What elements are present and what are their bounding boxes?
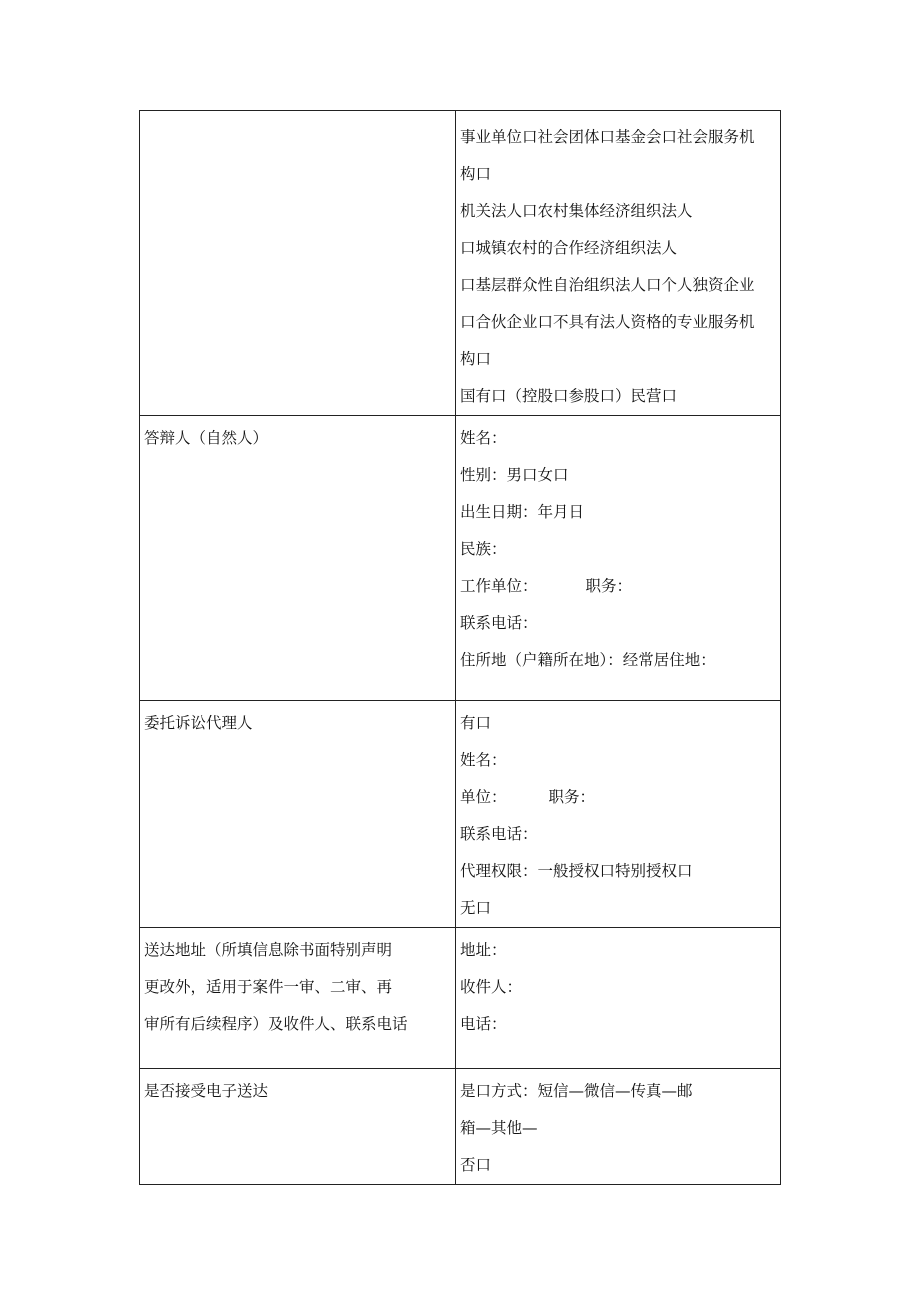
respondent-ethnicity-field[interactable]: 民族： [460,540,507,558]
respondent-phone-field[interactable]: 联系电话： [460,614,538,632]
respondent-residence-field[interactable]: 住所地（户籍所在地）：经常居住地： [460,651,716,669]
service-phone-field[interactable]: 电话： [460,1015,507,1033]
respondent-work-line [460,568,780,605]
respondent-details [456,416,781,701]
entity-option-line: 国有口（控股口参股口）民营口 [460,387,678,405]
respondent-work-unit-field[interactable]: 工作单位： [460,577,538,595]
agent-has-checkbox[interactable]: 有口 [460,714,492,732]
respondent-row [140,416,781,701]
electronic-service-label: 是否接受电子送达 [140,1069,456,1185]
agent-unit-field[interactable]: 单位： [460,788,507,806]
agent-name-field[interactable]: 姓名： [460,751,507,769]
respondent-name-field[interactable]: 姓名： [460,429,507,447]
electronic-service-row [140,1069,781,1185]
entity-option-line: 口合伙企业口不具有法人资格的专业服务机 [460,313,755,331]
service-address-label-line: 更改外，适用于案件一审、二审、再 [144,978,393,996]
electronic-yes-option[interactable]: 是口方式：短信—微信—传真—邮 [460,1082,693,1100]
respondent-gender-field[interactable]: 性别：男口女口 [460,466,569,484]
agent-phone-field[interactable]: 联系电话： [460,825,538,843]
respondent-birth-field[interactable]: 出生日期：年月日 [460,503,585,521]
service-address-field[interactable]: 地址： [460,941,507,959]
agent-none-checkbox[interactable]: 无口 [460,899,492,917]
electronic-service-options [456,1069,781,1185]
agent-details [456,701,781,928]
entity-option-line: 口基层群众性自治组织法人口个人独资企业 [460,276,755,294]
service-address-label-line: 送达地址（所填信息除书面特别声明 [144,941,393,959]
entity-option-line: 事业单位口社会团体口基金会口社会服务机 [460,128,755,146]
service-recipient-field[interactable]: 收件人： [460,978,523,996]
electronic-no-option[interactable]: 否口 [460,1156,492,1174]
agent-unit-line [460,779,780,816]
service-address-label-line: 审所有后续程序）及收件人、联系电话 [144,1015,408,1033]
entity-type-row [140,111,781,416]
service-address-details [456,928,781,1069]
service-address-row [140,928,781,1069]
respondent-position-field[interactable]: 职务： [585,577,633,595]
defense-form-table [139,110,781,1185]
entity-type-options [456,111,781,416]
agent-authority-field[interactable]: 代理权限：一般授权口特别授权口 [460,862,693,880]
entity-option-line: 构口 [460,350,492,368]
respondent-label: 答辩人（自然人） [140,416,456,701]
service-address-label [140,928,456,1069]
entity-option-line: 构口 [460,165,492,183]
agent-row [140,701,781,928]
entity-option-line: 机关法人口农村集体经济组织法人 [460,202,693,220]
entity-option-line: 口城镇农村的合作经济组织法人 [460,239,678,257]
electronic-yes-option-cont: 箱—其他— [460,1119,538,1137]
agent-position-field[interactable]: 职务： [548,788,596,806]
entity-type-label [140,111,456,416]
agent-label: 委托诉讼代理人 [140,701,456,928]
